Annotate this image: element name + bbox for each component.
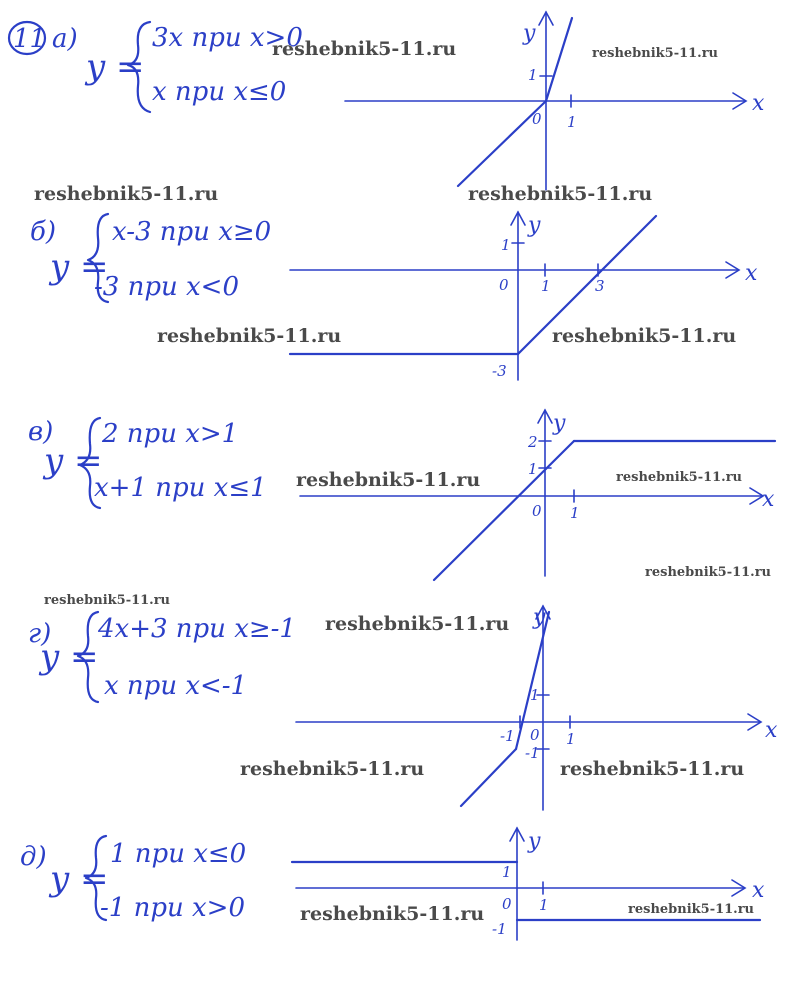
part-b-tick-ym3: -3 — [492, 362, 507, 380]
part-c-lhs: y = — [44, 441, 103, 481]
part-a-tick-y1: 1 — [528, 66, 538, 84]
part-b-origin: 0 — [499, 276, 509, 294]
watermark: reshebnik5-11.ru — [240, 758, 425, 780]
watermark: reshebnik5-11.ru — [468, 183, 653, 205]
part-c-y-name: y — [553, 411, 566, 436]
part-b-tick-x1: 1 — [541, 277, 551, 295]
watermark: reshebnik5-11.ru — [645, 565, 772, 580]
part-b-case-1: x-3 при x≥0 — [112, 217, 272, 247]
part-e-origin: 0 — [502, 895, 512, 913]
watermark: reshebnik5-11.ru — [44, 593, 171, 608]
part-d-tick-y1: 1 — [530, 686, 540, 704]
part-c-graph-linear — [434, 441, 574, 580]
part-d-x-name: x — [765, 718, 778, 743]
part-b — [30, 212, 758, 380]
part-d-y-name: y — [533, 605, 546, 630]
part-a-y-name: y — [523, 21, 536, 46]
part-e-case-1: 1 при x≤0 — [110, 839, 247, 869]
part-a-origin: 0 — [532, 110, 542, 128]
part-b-x-name: x — [745, 261, 758, 286]
watermark: reshebnik5-11.ru — [592, 46, 719, 61]
part-c-x-name: x — [762, 487, 775, 512]
part-a-x-name: x — [752, 91, 765, 116]
part-e-x-name: x — [752, 878, 765, 903]
watermark: reshebnik5-11.ru — [616, 470, 743, 485]
part-d-case-1: 4x+3 при x≥-1 — [98, 614, 296, 644]
watermark: reshebnik5-11.ru — [157, 325, 342, 347]
part-a-case-2: x при x≤0 — [152, 77, 287, 107]
part-e-tick-y1: 1 — [502, 863, 512, 881]
part-b-label: б) — [30, 217, 57, 247]
part-c — [28, 410, 775, 580]
watermark: reshebnik5-11.ru — [300, 903, 485, 925]
watermark: reshebnik5-11.ru — [560, 758, 745, 780]
part-a-lhs: y = — [86, 47, 145, 87]
part-b-lhs: y = — [50, 247, 109, 287]
part-a-graph-branch-x — [458, 101, 546, 186]
part-d-tick-ym1: -1 — [525, 744, 540, 762]
part-e-lhs: y = — [50, 859, 109, 899]
part-b-case-2: -3 при x<0 — [94, 272, 239, 302]
part-d-origin: 0 — [530, 726, 540, 744]
part-e-y-name: y — [528, 829, 541, 854]
part-a-graph-branch-3x — [546, 18, 572, 101]
part-d-lhs: y = — [40, 637, 99, 677]
part-d-tick-xm1: -1 — [500, 727, 515, 745]
part-c-origin: 0 — [532, 502, 542, 520]
part-d-case-2: x при x<-1 — [104, 671, 248, 701]
part-b-y-name: y — [528, 213, 541, 238]
watermark: reshebnik5-11.ru — [552, 325, 737, 347]
watermark: reshebnik5-11.ru — [272, 38, 457, 60]
part-a-case-1: 3x при x>0 — [152, 23, 303, 53]
watermark: reshebnik5-11.ru — [628, 902, 755, 917]
part-c-tick-y1: 1 — [528, 460, 538, 478]
part-c-case-2: x+1 при x≤1 — [94, 473, 267, 503]
watermark: reshebnik5-11.ru — [296, 469, 481, 491]
watermark: reshebnik5-11.ru — [34, 183, 219, 205]
part-a-label: а) — [52, 24, 78, 54]
part-e-tick-ym1: -1 — [492, 920, 507, 938]
part-e-case-2: -1 при x>0 — [100, 893, 245, 923]
part-d-label: г) — [28, 619, 52, 649]
part-d-tick-x1: 1 — [566, 730, 576, 748]
part-e-label: д) — [20, 842, 47, 872]
part-c-tick-y2: 2 — [528, 433, 538, 451]
part-e-tick-x1: 1 — [539, 896, 549, 914]
part-a-tick-x1: 1 — [567, 113, 577, 131]
watermark: reshebnik5-11.ru — [325, 613, 510, 635]
problem-number: 11 — [13, 24, 47, 54]
part-c-label: в) — [28, 417, 54, 447]
part-c-case-1: 2 при x>1 — [102, 419, 239, 449]
part-b-tick-y1: 1 — [501, 236, 511, 254]
part-c-tick-x1: 1 — [570, 504, 580, 522]
part-d-graph-x — [461, 749, 516, 806]
part-b-tick-x3: 3 — [595, 277, 605, 295]
